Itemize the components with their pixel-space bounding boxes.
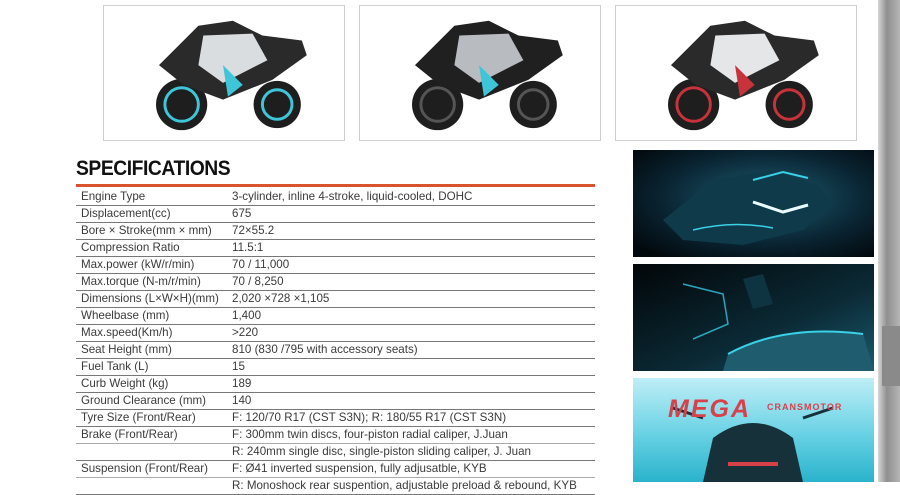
spec-label: Wheelbase (mm) — [81, 309, 170, 322]
spec-value: 70 / 11,000 — [232, 258, 290, 271]
promo-image-front — [633, 150, 874, 257]
spec-value: F: 300mm twin discs, four-piston radial caliper, J.Juan — [232, 428, 508, 441]
spec-row — [76, 325, 595, 342]
page-edge-tab — [882, 326, 900, 386]
spec-row — [76, 291, 595, 308]
spec-label: Brake (Front/Rear) — [81, 428, 178, 441]
spec-row — [76, 444, 595, 461]
spec-row — [76, 240, 595, 257]
heading-rule — [76, 184, 595, 187]
spec-row — [76, 223, 595, 240]
spec-value: R: 240mm single disc, single-piston sliding caliper, J. Juan — [232, 445, 532, 458]
spec-row — [76, 376, 595, 393]
bike-photo-2 — [359, 5, 601, 141]
spec-value: 72×55.2 — [232, 224, 275, 237]
spec-row — [76, 427, 595, 444]
spec-label: Suspension (Front/Rear) — [81, 462, 208, 475]
specifications-table — [76, 189, 595, 495]
spec-row — [76, 189, 595, 206]
spec-value: 15 — [232, 360, 245, 373]
spec-label: Tyre Size (Front/Rear) — [81, 411, 196, 424]
promo-image-rear — [633, 378, 874, 482]
spec-label: Bore × Stroke(mm × mm) — [81, 224, 212, 237]
spec-row — [76, 342, 595, 359]
spec-value: 11.5:1 — [232, 241, 264, 254]
spec-row — [76, 478, 595, 495]
spec-row — [76, 206, 595, 223]
bike-photo-3 — [615, 5, 857, 141]
spec-label: Displacement(cc) — [81, 207, 171, 220]
spec-label: Curb Weight (kg) — [81, 377, 169, 390]
spec-value: F: 120/70 R17 (CST S3N); R: 180/55 R17 (CST S3N) — [232, 411, 507, 424]
spec-label: Dimensions (L×W×H)(mm) — [81, 292, 219, 305]
spec-value: 70 / 8,250 — [232, 275, 284, 288]
page-edge — [878, 0, 900, 482]
spec-label: Engine Type — [81, 190, 146, 203]
spec-value: >220 — [232, 326, 259, 339]
promo-image-seat — [633, 264, 874, 371]
specifications-heading: SPECIFICATIONS — [76, 157, 231, 180]
spec-label: Max.speed(Km/h) — [81, 326, 173, 339]
spec-row — [76, 257, 595, 274]
spec-value: 3-cylinder, inline 4-stroke, liquid-cooled, DOHC — [232, 190, 473, 203]
mega-logo: MEGA — [668, 395, 751, 423]
spec-row — [76, 359, 595, 376]
spec-value: F: Ø41 inverted suspension, fully adjusatble, KYB — [232, 462, 487, 475]
spec-value: 140 — [232, 394, 252, 407]
spec-value: R: Monoshock rear suspention, adjustable preload & rebound, KYB — [232, 479, 577, 492]
spec-value: 2,020 ×728 ×1,105 — [232, 292, 330, 305]
spec-row — [76, 308, 595, 325]
spec-label: Max.torque (N-m/r/min) — [81, 275, 201, 288]
spec-row — [76, 410, 595, 427]
spec-label: Compression Ratio — [81, 241, 180, 254]
spec-value: 675 — [232, 207, 252, 220]
spec-label: Ground Clearance (mm) — [81, 394, 206, 407]
spec-label: Fuel Tank (L) — [81, 360, 149, 373]
spec-row — [76, 274, 595, 291]
spec-value: 1,400 — [232, 309, 262, 322]
spec-row — [76, 461, 595, 478]
spec-row — [76, 393, 595, 410]
spec-label: Max.power (kW/r/min) — [81, 258, 195, 271]
bike-photo-1 — [103, 5, 345, 141]
spec-label: Seat Height (mm) — [81, 343, 172, 356]
spec-value: 189 — [232, 377, 252, 390]
spec-value: 810 (830 /795 with accessory seats) — [232, 343, 418, 356]
mega-logo-subtext: CRANSMOTOR — [767, 402, 843, 412]
